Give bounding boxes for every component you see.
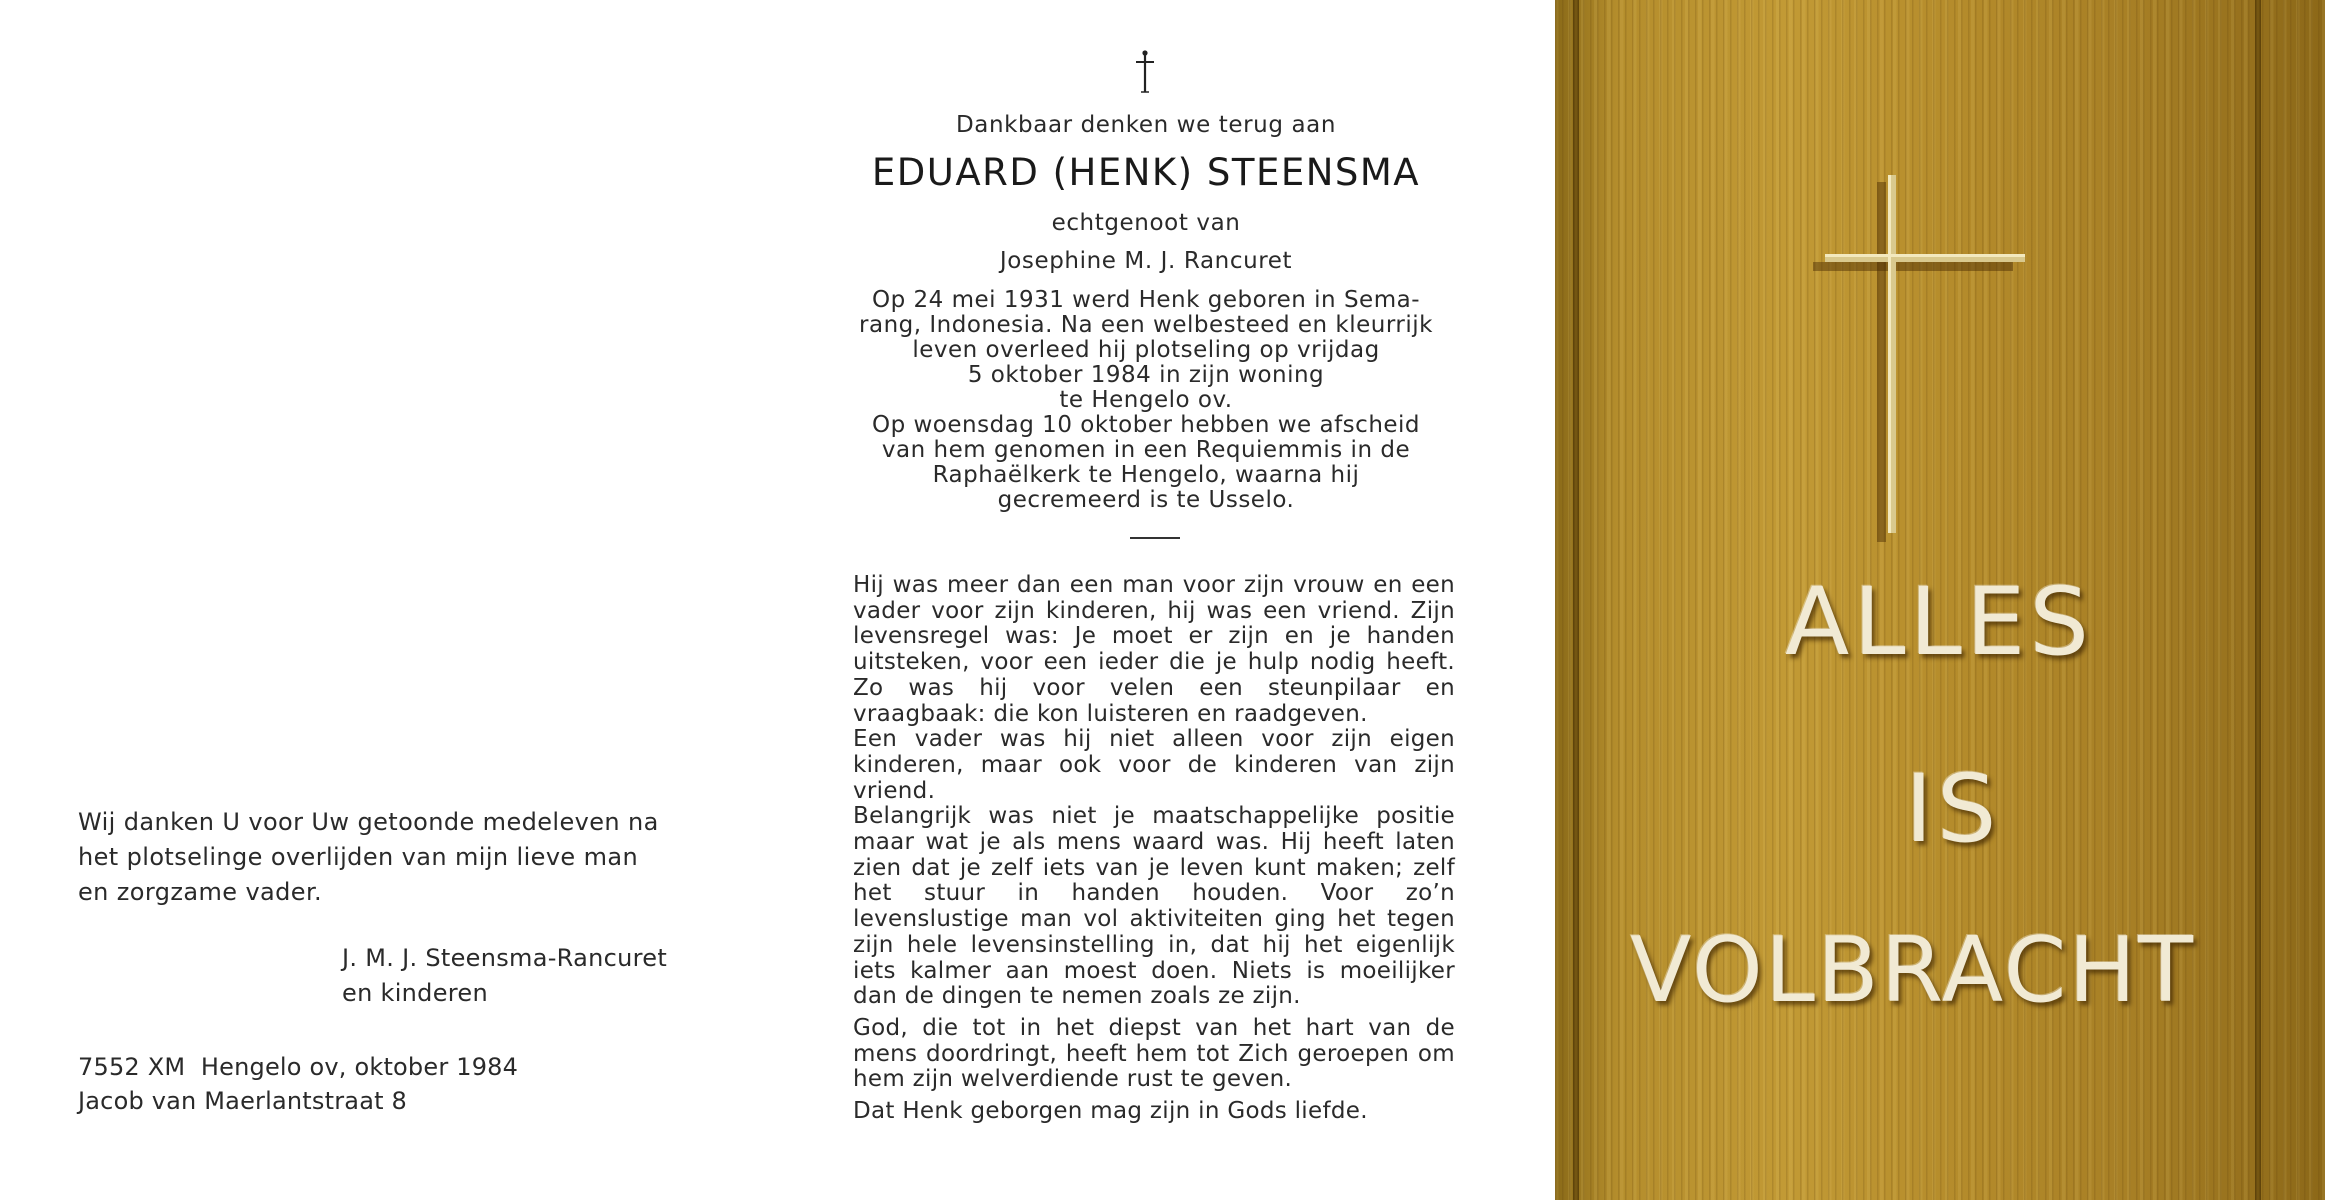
board-seam [2255,0,2261,1200]
address-line: 7552 XM Hengelo ov, oktober 1984 [78,1053,519,1081]
spouse-intro: echtgenoot van [1051,210,1241,236]
memorial-header [840,108,1452,513]
thanks-message [78,805,698,910]
signature [342,941,667,1011]
photo-word: IS [1905,755,2001,864]
signature-line: J. M. J. Steensma-Rancuret [342,944,668,972]
divider [1130,537,1180,539]
wooden-cross-icon [1805,170,2035,550]
thanks-line: het plotselinge overlijden van mijn lieve man [78,843,639,871]
cross-icon [1130,48,1160,94]
bio-line: Op 24 mei 1931 werd Henk geboren in Sema- [871,287,1420,313]
intro-text: Dankbaar denken we terug aan [955,112,1337,138]
deceased-name: EDUARD (HENK) STEENSMA [871,151,1421,194]
biography [840,288,1452,513]
thanks-line: Wij danken U voor Uw getoonde medeleven na [78,808,659,836]
board-seam [1573,0,1579,1200]
bio-line: Raphaëlkerk te Hengelo, waarna hij [932,462,1360,488]
bio-line: gecremeerd is te Usselo. [997,487,1295,513]
tribute-paragraph: God, die tot in het diepst van het hart van de mens doordringt, heeft hem tot Zich geroepen om hem zijn welverdiende rust te geven. [853,1014,1455,1093]
bio-line: rang, Indonesia. Na een welbesteed en kleurrijk [859,312,1433,338]
photo-word: ALLES [1785,568,2094,677]
thanks-line: en zorgzame vader. [78,878,323,906]
signature-line: en kinderen [342,979,488,1007]
tribute-paragraph: Belangrijk was niet je maatschappelijke positie maar wat je als mens waard was. Hij heeft laten zien dat je zelf iets van je leven kunt maken; zelf het stuur in handen houden. Voor zo’n levenslustige man vol aktiviteiten ging het tegen zijn hele levensinstelling in, dat hij het eigenlijk iets kalmer aan moest doen. Niets is moeilijker dan de dingen te nemen zoals ze zijn. [853,803,1455,1010]
tribute-paragraph: Een vader was hij niet alleen voor zijn eigen kinderen, maar ook voor de kinderen van zijn vriend. [853,726,1455,804]
bio-line: leven overleed hij plotseling op vrijdag [912,337,1380,363]
tribute-text [853,573,1455,1125]
bio-line: van hem genomen in een Requiemmis in de [881,437,1411,463]
left-panel [0,0,780,1200]
address [78,1050,518,1118]
tribute-paragraph: Dat Henk geborgen mag zijn in Gods liefde. [853,1098,1368,1125]
address-line: Jacob van Maerlantstraat 8 [78,1087,408,1115]
bio-line: te Hengelo ov. [1059,387,1233,413]
bio-line: 5 oktober 1984 in zijn woning [967,362,1325,388]
bio-line: Op woensdag 10 oktober hebben we afscheid [871,412,1421,438]
photo-word: VOLBRACHT [1630,918,2196,1023]
spouse-name: Josephine M. J. Rancuret [999,248,1293,274]
tribute-paragraph: Hij was meer dan een man voor zijn vrouw en een vader voor zijn kinderen, hij was een vriend. Zijn levensregel was: Je moet er zijn en je handen uitsteken, voor een ieder die je hulp nodig heeft. Zo was hij voor velen een steunpilaar en vraagbaak: die kon luisteren en raadgeven. [853,572,1455,727]
wood-photo [1555,0,2325,1200]
memorial-text-panel [780,0,1555,1200]
